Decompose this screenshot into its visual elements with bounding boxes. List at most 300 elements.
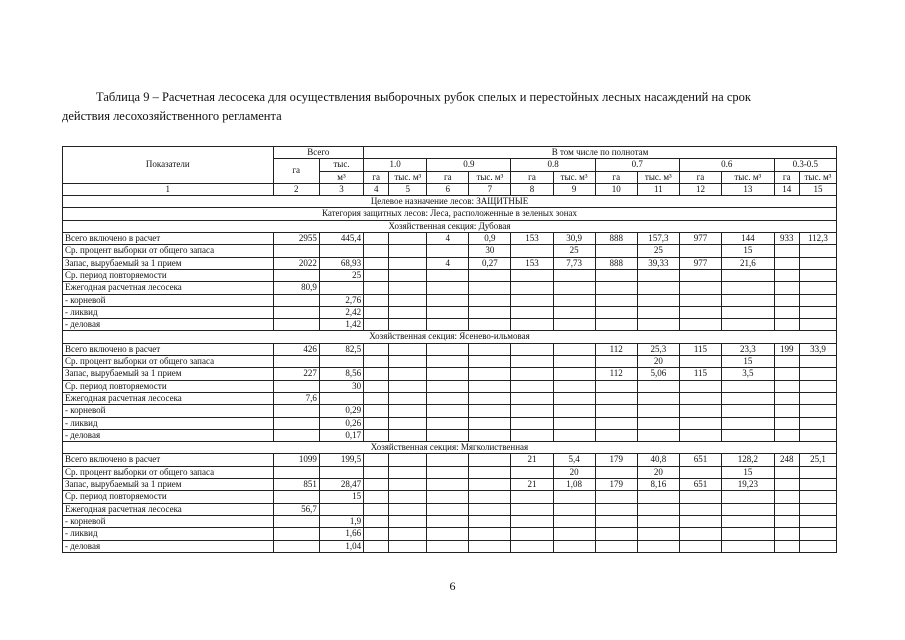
table-row	[63, 417, 837, 429]
table-cell	[774, 515, 799, 527]
table-cell	[511, 356, 553, 368]
table-cell	[364, 294, 389, 306]
table-cell	[511, 306, 553, 318]
allowable-cut-table	[62, 146, 837, 553]
table-cell	[553, 368, 595, 380]
table-cell	[389, 528, 427, 540]
header-density: 1.0	[364, 159, 427, 171]
header-total-m3: м³	[319, 171, 363, 183]
table-cell	[774, 466, 799, 478]
table-cell	[427, 491, 469, 503]
table-cell	[637, 417, 679, 429]
table-cell	[511, 392, 553, 404]
row-label: - деловая	[63, 319, 274, 331]
forest-purpose: Целевое назначение лесов: ЗАЩИТНЫЕ	[63, 196, 837, 208]
table-cell	[595, 392, 637, 404]
table-cell	[553, 343, 595, 355]
table-cell	[637, 319, 679, 331]
table-cell	[319, 392, 363, 404]
table-cell	[799, 491, 836, 503]
table-cell	[637, 306, 679, 318]
table-cell: 1,66	[319, 528, 363, 540]
table-cell	[679, 528, 721, 540]
table-cell	[679, 429, 721, 441]
table-row	[63, 528, 837, 540]
table-cell	[637, 269, 679, 281]
table-row	[63, 356, 837, 368]
table-cell	[774, 528, 799, 540]
table-cell	[637, 405, 679, 417]
table-cell	[799, 540, 836, 552]
table-row	[63, 380, 837, 392]
table-cell	[679, 540, 721, 552]
table-cell	[774, 257, 799, 269]
table-cell	[637, 540, 679, 552]
table-cell	[511, 368, 553, 380]
table-row	[63, 491, 837, 503]
table-row	[63, 479, 837, 491]
table-cell	[595, 491, 637, 503]
table-cell	[799, 515, 836, 527]
table-row	[63, 319, 837, 331]
table-cell	[389, 319, 427, 331]
table-cell	[319, 503, 363, 515]
table-cell: 7,73	[553, 257, 595, 269]
row-label: - корневой	[63, 405, 274, 417]
table-cell	[595, 528, 637, 540]
column-number: 10	[595, 183, 637, 195]
table-cell	[364, 257, 389, 269]
table-row	[63, 503, 837, 515]
table-cell	[364, 380, 389, 392]
table-cell: 21,6	[722, 257, 775, 269]
table-cell	[774, 405, 799, 417]
table-cell: 15	[722, 466, 775, 478]
table-cell	[679, 356, 721, 368]
table-cell	[553, 515, 595, 527]
table-cell: 888	[595, 233, 637, 245]
table-cell	[273, 528, 319, 540]
table-cell	[364, 528, 389, 540]
table-cell: 144	[722, 233, 775, 245]
table-cell: 0,9	[469, 233, 511, 245]
table-cell	[389, 503, 427, 515]
table-cell: 1,04	[319, 540, 363, 552]
table-cell	[722, 282, 775, 294]
table-row	[63, 233, 837, 245]
table-cell: 33,9	[799, 343, 836, 355]
table-cell	[637, 503, 679, 515]
row-label: - ликвид	[63, 528, 274, 540]
table-cell	[722, 540, 775, 552]
table-cell	[774, 540, 799, 552]
table-cell	[469, 528, 511, 540]
header-unit-thous-m3: тыс. м³	[553, 171, 595, 183]
table-cell	[273, 417, 319, 429]
header-total-thous: тыс.	[319, 159, 363, 171]
table-cell	[637, 491, 679, 503]
table-cell	[679, 282, 721, 294]
column-number: 1	[63, 183, 274, 195]
table-cell	[799, 479, 836, 491]
table-cell	[273, 306, 319, 318]
column-number: 6	[427, 183, 469, 195]
table-cell: 157,3	[637, 233, 679, 245]
row-label: - корневой	[63, 515, 274, 527]
table-cell: 21	[511, 479, 553, 491]
table-cell	[389, 392, 427, 404]
table-cell	[774, 503, 799, 515]
table-cell	[595, 306, 637, 318]
header-unit-ha: га	[774, 171, 799, 183]
row-label: Всего включено в расчет	[63, 343, 274, 355]
table-cell	[469, 405, 511, 417]
row-label: Запас, вырубаемый за 1 прием	[63, 368, 274, 380]
table-cell	[679, 319, 721, 331]
table-cell	[273, 356, 319, 368]
table-cell	[469, 491, 511, 503]
table-cell: 25	[637, 245, 679, 257]
table-cell	[469, 392, 511, 404]
table-cell	[389, 454, 427, 466]
table-cell	[389, 282, 427, 294]
table-row	[63, 466, 837, 478]
table-cell	[679, 417, 721, 429]
row-label: - деловая	[63, 540, 274, 552]
column-number: 12	[679, 183, 721, 195]
table-cell	[799, 282, 836, 294]
header-unit-thous-m3: тыс. м³	[637, 171, 679, 183]
table-cell	[595, 540, 637, 552]
table-row	[63, 245, 837, 257]
table-cell	[427, 417, 469, 429]
row-label: - корневой	[63, 294, 274, 306]
table-cell: 0,17	[319, 429, 363, 441]
table-cell	[511, 405, 553, 417]
table-cell	[511, 503, 553, 515]
column-number: 5	[389, 183, 427, 195]
table-cell	[511, 282, 553, 294]
table-cell	[511, 380, 553, 392]
row-label: Всего включено в расчет	[63, 454, 274, 466]
table-cell	[553, 306, 595, 318]
table-cell	[427, 356, 469, 368]
header-unit-ha: га	[511, 171, 553, 183]
table-cell	[364, 319, 389, 331]
table-row	[63, 343, 837, 355]
table-cell	[469, 466, 511, 478]
table-cell	[511, 269, 553, 281]
table-cell: 25,3	[637, 343, 679, 355]
table-cell	[637, 294, 679, 306]
table-cell	[511, 417, 553, 429]
table-cell	[553, 540, 595, 552]
table-cell	[595, 380, 637, 392]
table-cell	[799, 405, 836, 417]
table-cell	[553, 417, 595, 429]
header-unit-ha: га	[427, 171, 469, 183]
table-row	[63, 392, 837, 404]
table-cell	[427, 282, 469, 294]
table-cell	[427, 319, 469, 331]
header-density: 0.6	[679, 159, 774, 171]
table-cell: 248	[774, 454, 799, 466]
table-cell: 1,08	[553, 479, 595, 491]
table-cell	[679, 294, 721, 306]
table-cell	[553, 269, 595, 281]
column-number: 11	[637, 183, 679, 195]
table-cell: 4	[427, 257, 469, 269]
table-cell	[469, 380, 511, 392]
table-cell: 112	[595, 368, 637, 380]
table-cell	[364, 269, 389, 281]
header-unit-thous-m3: тыс. м³	[799, 171, 836, 183]
table-cell	[774, 319, 799, 331]
table-cell: 40,8	[637, 454, 679, 466]
section-title: Хозяйственная секция: Дубовая	[63, 220, 837, 232]
table-cell	[427, 269, 469, 281]
table-cell	[799, 245, 836, 257]
table-cell	[389, 269, 427, 281]
row-label: Ежегодная расчетная лесосека	[63, 282, 274, 294]
table-cell	[273, 405, 319, 417]
table-cell: 0,29	[319, 405, 363, 417]
header-unit-thous-m3: тыс. м³	[722, 171, 775, 183]
table-cell	[319, 245, 363, 257]
table-cell	[553, 392, 595, 404]
table-cell	[799, 269, 836, 281]
header-unit-thous-m3: тыс. м³	[389, 171, 427, 183]
header-row-1	[63, 147, 837, 159]
table-cell: 30	[469, 245, 511, 257]
table-cell: 8,56	[319, 368, 363, 380]
table-cell	[389, 429, 427, 441]
table-cell: 23,3	[722, 343, 775, 355]
table-cell	[595, 294, 637, 306]
table-cell	[799, 356, 836, 368]
table-cell: 977	[679, 233, 721, 245]
table-cell: 227	[273, 368, 319, 380]
table-cell: 82,5	[319, 343, 363, 355]
header-unit-ha: га	[679, 171, 721, 183]
table-cell	[427, 380, 469, 392]
table-cell	[469, 306, 511, 318]
table-cell	[389, 233, 427, 245]
row-label: Запас, вырубаемый за 1 прием	[63, 479, 274, 491]
table-cell	[679, 405, 721, 417]
table-cell: 0,26	[319, 417, 363, 429]
table-row	[63, 294, 837, 306]
column-number: 3	[319, 183, 363, 195]
table-cell	[511, 319, 553, 331]
table-cell	[511, 528, 553, 540]
table-cell	[799, 380, 836, 392]
table-cell	[389, 417, 427, 429]
table-cell	[427, 405, 469, 417]
table-cell	[722, 528, 775, 540]
table-cell	[469, 417, 511, 429]
table-cell	[364, 540, 389, 552]
table-cell: 1099	[273, 454, 319, 466]
table-cell	[722, 429, 775, 441]
forest-category: Категория защитных лесов: Леса, расположенные в зеленых зонах	[63, 208, 837, 220]
table-cell	[595, 466, 637, 478]
table-cell	[722, 491, 775, 503]
table-row	[63, 306, 837, 318]
table-cell	[364, 466, 389, 478]
table-cell	[364, 392, 389, 404]
table-cell	[799, 503, 836, 515]
table-cell	[722, 380, 775, 392]
table-cell: 19,23	[722, 479, 775, 491]
table-cell	[553, 491, 595, 503]
table-cell	[774, 294, 799, 306]
table-cell	[273, 269, 319, 281]
table-cell: 20	[637, 466, 679, 478]
table-cell	[364, 479, 389, 491]
category-row	[63, 208, 837, 220]
table-cell	[722, 417, 775, 429]
table-cell	[469, 294, 511, 306]
table-cell	[774, 491, 799, 503]
table-cell: 153	[511, 233, 553, 245]
table-cell	[722, 319, 775, 331]
table-cell	[273, 515, 319, 527]
table-cell	[637, 380, 679, 392]
table-cell	[364, 429, 389, 441]
table-cell: 1,9	[319, 515, 363, 527]
header-total-ha: га	[273, 159, 319, 184]
table-cell	[319, 282, 363, 294]
table-cell	[679, 515, 721, 527]
table-cell	[595, 503, 637, 515]
header-density: 0.8	[511, 159, 595, 171]
table-cell	[273, 491, 319, 503]
row-label: Запас, вырубаемый за 1 прием	[63, 257, 274, 269]
table-cell	[389, 479, 427, 491]
table-cell	[553, 429, 595, 441]
table-row	[63, 368, 837, 380]
table-cell	[427, 540, 469, 552]
table-cell	[637, 528, 679, 540]
table-cell	[511, 343, 553, 355]
table-cell	[774, 417, 799, 429]
header-density: 0.3-0.5	[774, 159, 836, 171]
table-cell	[364, 417, 389, 429]
table-cell: 5,4	[553, 454, 595, 466]
table-cell: 115	[679, 343, 721, 355]
table-cell	[427, 392, 469, 404]
table-cell	[389, 491, 427, 503]
column-number: 9	[553, 183, 595, 195]
header-including: В том числе по полнотам	[364, 147, 837, 159]
table-cell: 80,9	[273, 282, 319, 294]
table-caption	[62, 88, 842, 126]
table-cell	[469, 356, 511, 368]
table-cell: 30	[319, 380, 363, 392]
row-label: Всего включено в расчет	[63, 233, 274, 245]
table-cell	[364, 356, 389, 368]
column-number: 13	[722, 183, 775, 195]
table-cell	[427, 466, 469, 478]
column-number: 2	[273, 183, 319, 195]
table-cell: 651	[679, 454, 721, 466]
table-cell	[427, 515, 469, 527]
table-cell	[774, 380, 799, 392]
row-label: - деловая	[63, 429, 274, 441]
row-label: Ежегодная расчетная лесосека	[63, 503, 274, 515]
table-cell	[364, 343, 389, 355]
table-cell	[469, 282, 511, 294]
table-cell	[774, 245, 799, 257]
row-label: Ср. процент выборки от общего запаса	[63, 466, 274, 478]
table-cell	[553, 356, 595, 368]
table-cell: 933	[774, 233, 799, 245]
table-cell: 25,1	[799, 454, 836, 466]
table-cell: 39,33	[637, 257, 679, 269]
caption-line-1: Таблица 9 – Расчетная лесосека для осуществления выборочных рубок спелых и перестойных лесных насаждений на срок	[96, 90, 751, 104]
table-cell	[679, 269, 721, 281]
table-cell	[722, 405, 775, 417]
table-cell	[722, 503, 775, 515]
table-cell: 888	[595, 257, 637, 269]
table-row	[63, 269, 837, 281]
row-label: - ликвид	[63, 306, 274, 318]
table-cell	[389, 515, 427, 527]
table-cell: 1,42	[319, 319, 363, 331]
section-title: Хозяйственная секция: Мягколиственная	[63, 442, 837, 454]
table-cell	[469, 540, 511, 552]
table-cell	[389, 306, 427, 318]
table-cell	[595, 269, 637, 281]
table-cell	[595, 515, 637, 527]
column-number-row	[63, 183, 837, 195]
table-cell	[319, 466, 363, 478]
table-cell	[389, 466, 427, 478]
table-cell: 56,7	[273, 503, 319, 515]
header-density: 0.7	[595, 159, 679, 171]
table-cell	[364, 491, 389, 503]
table-cell	[722, 294, 775, 306]
table-cell	[679, 380, 721, 392]
table-cell	[273, 429, 319, 441]
table-cell: 28,47	[319, 479, 363, 491]
header-density: 0.9	[427, 159, 511, 171]
table-cell	[595, 282, 637, 294]
table-cell: 3,5	[722, 368, 775, 380]
table-cell	[553, 503, 595, 515]
table-cell	[722, 392, 775, 404]
table-cell	[511, 515, 553, 527]
table-cell	[364, 405, 389, 417]
table-cell	[364, 515, 389, 527]
table-cell: 112	[595, 343, 637, 355]
column-number: 4	[364, 183, 389, 195]
table-cell	[799, 392, 836, 404]
table-cell: 112,3	[799, 233, 836, 245]
table-cell	[389, 540, 427, 552]
table-cell	[427, 368, 469, 380]
column-number: 7	[469, 183, 511, 195]
table-cell	[427, 306, 469, 318]
section-header-row	[63, 442, 837, 454]
table-cell	[427, 245, 469, 257]
table-cell	[637, 392, 679, 404]
table-cell	[511, 294, 553, 306]
table-cell	[389, 405, 427, 417]
row-label: Ср. период повторяемости	[63, 380, 274, 392]
table-cell: 179	[595, 454, 637, 466]
